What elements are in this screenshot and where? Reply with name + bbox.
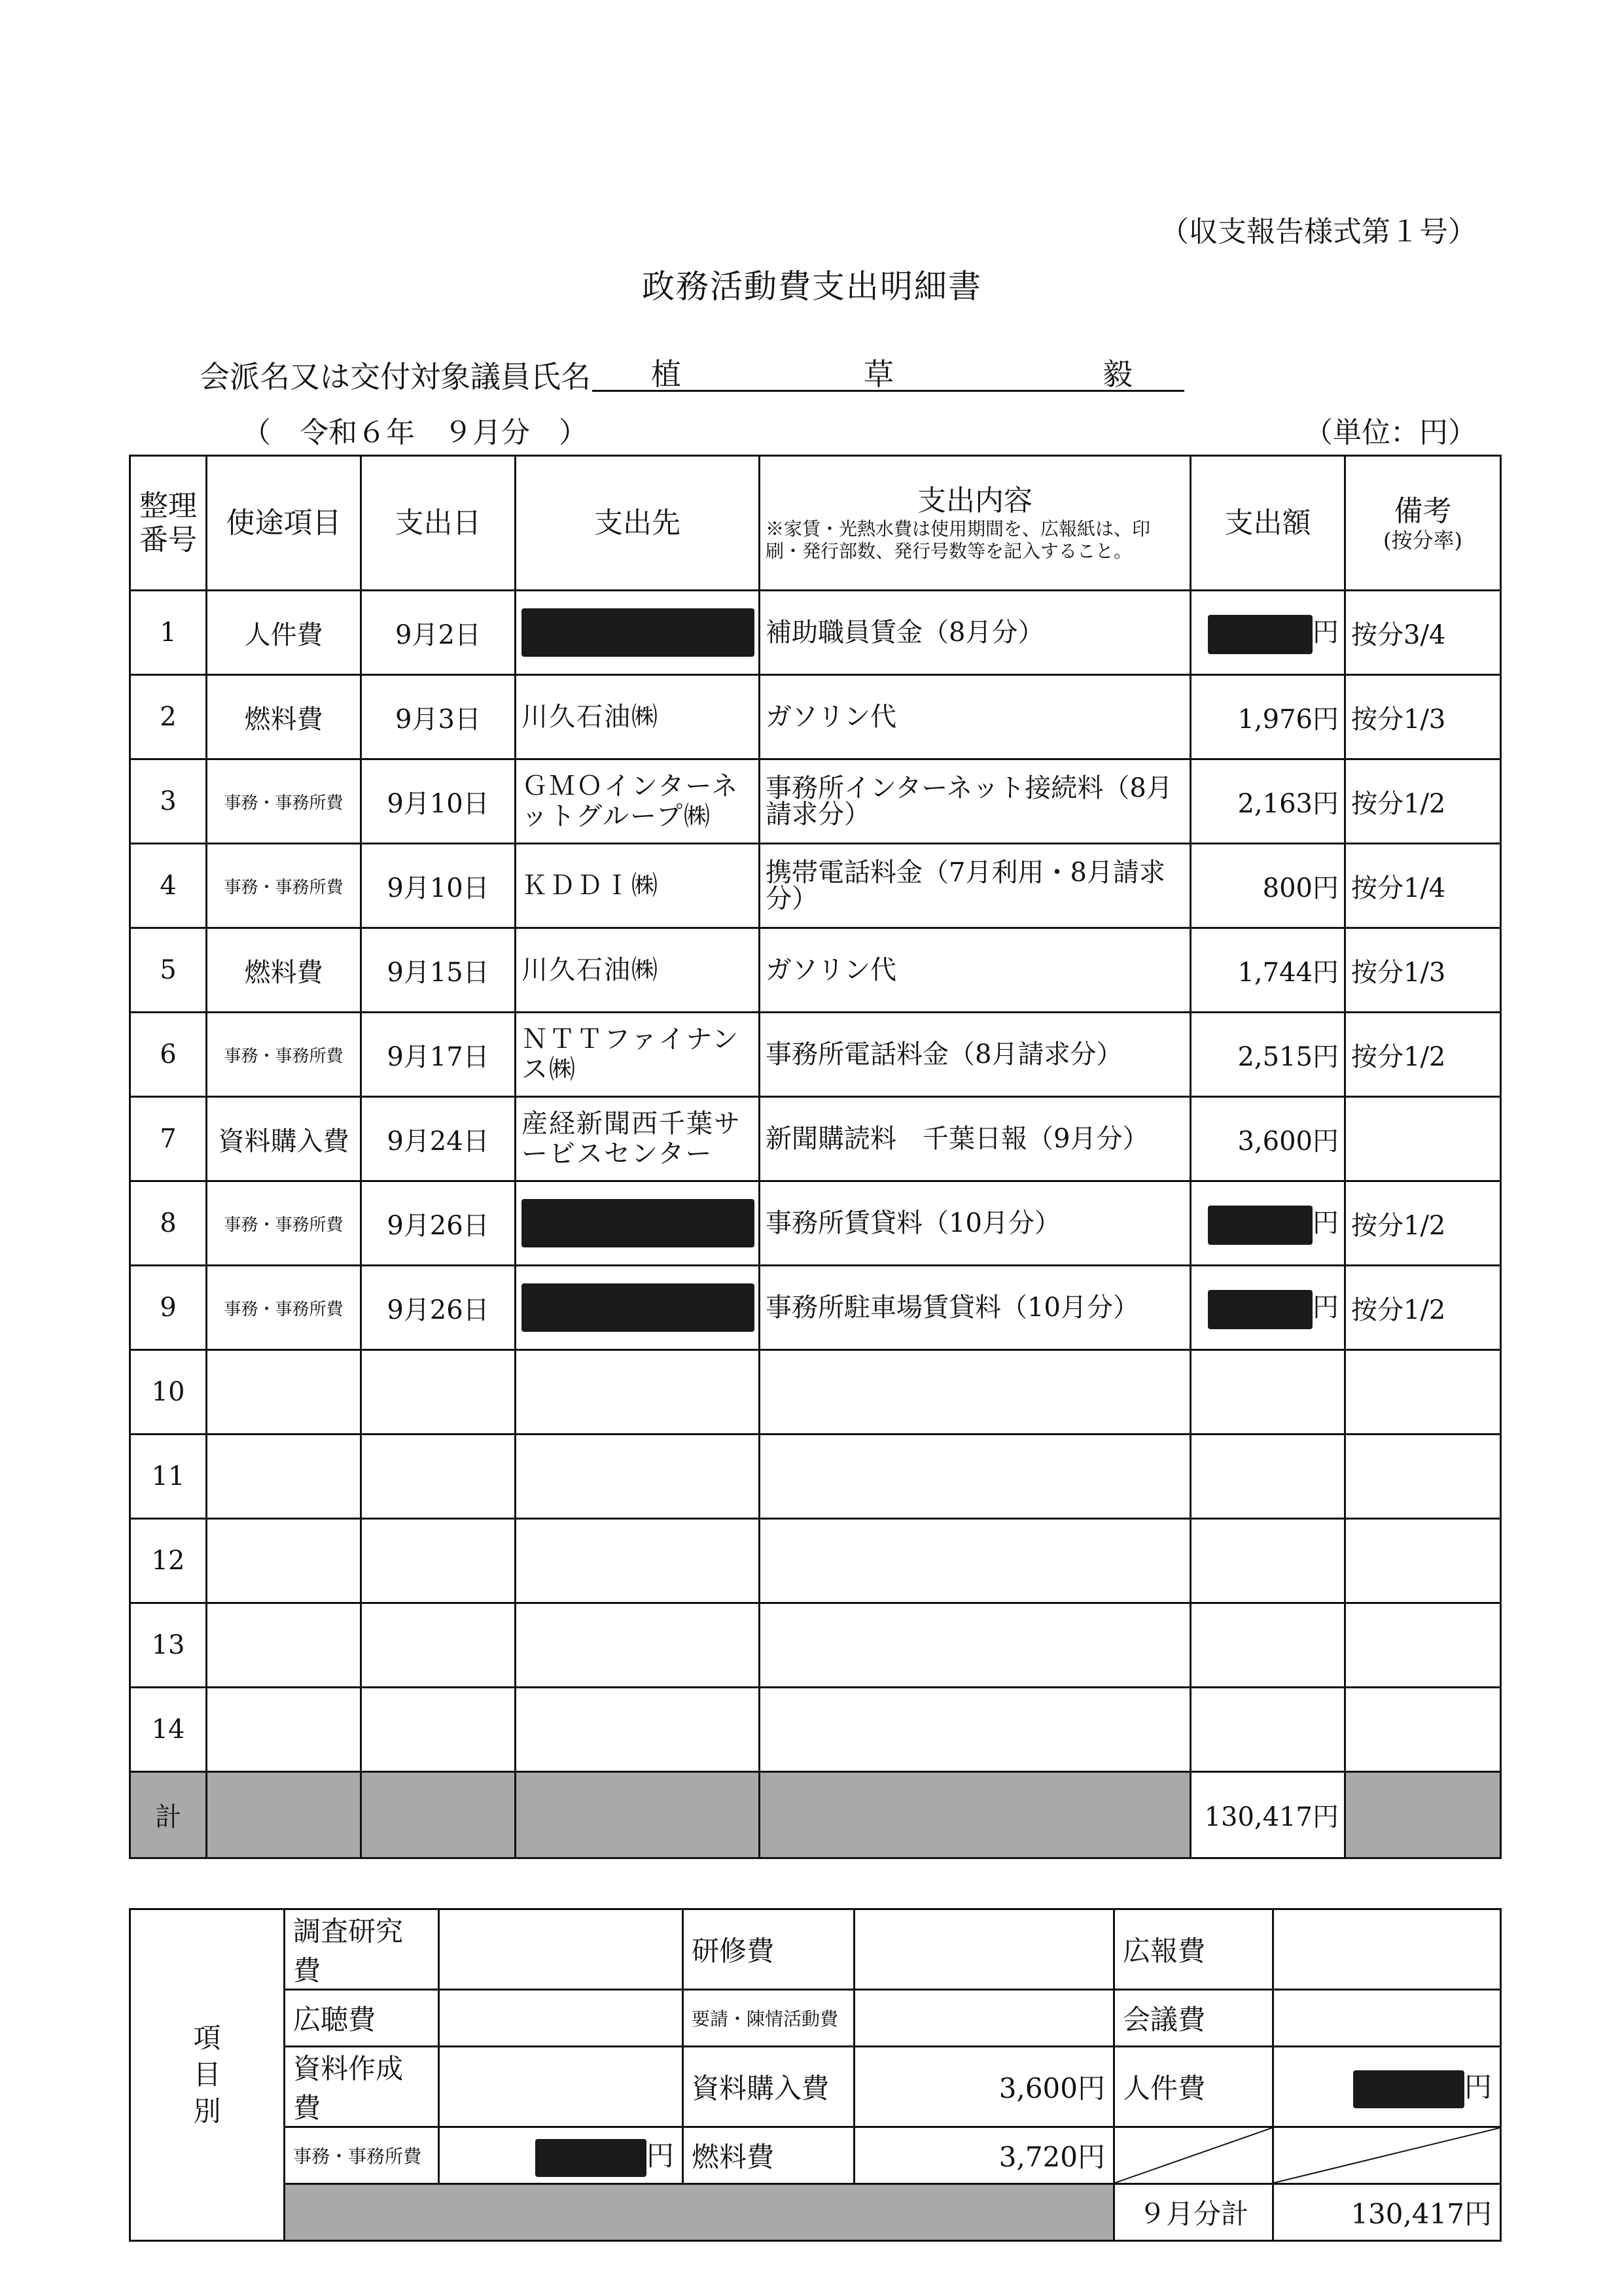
row-category: 資料購入費 bbox=[207, 1097, 361, 1181]
summary-docbuy-label: 資料購入費 bbox=[683, 2047, 855, 2127]
row-payee: 川久石油㈱ bbox=[516, 928, 760, 1013]
member-name-field bbox=[592, 351, 1184, 392]
row-date bbox=[361, 1688, 516, 1772]
row-amount bbox=[1191, 1688, 1345, 1772]
side-label-char: 目 bbox=[193, 2059, 221, 2091]
table-row bbox=[130, 1688, 1501, 1772]
summary-hearing-label: 広聴費 bbox=[285, 1990, 439, 2047]
table-row bbox=[130, 675, 1501, 759]
header-amount: 支出額 bbox=[1191, 456, 1345, 591]
row-category: 事務・事務所費 bbox=[207, 844, 361, 928]
row-category: 人件費 bbox=[207, 591, 361, 675]
row-amount bbox=[1191, 1435, 1345, 1519]
report-period: （ 令和６年 ９月分 ） bbox=[242, 416, 588, 449]
row-amount bbox=[1191, 1013, 1345, 1097]
row-number: 11 bbox=[130, 1435, 207, 1519]
summary-office-value bbox=[439, 2127, 683, 2184]
row-number: 10 bbox=[130, 1350, 207, 1435]
row-number: 8 bbox=[130, 1181, 207, 1266]
total-row bbox=[130, 1772, 1501, 1858]
yen-suffix: 円 bbox=[1464, 2070, 1492, 2103]
header-no bbox=[130, 456, 207, 591]
row-date: 9月26日 bbox=[361, 1181, 516, 1266]
diagonal-line bbox=[1115, 2128, 1272, 2183]
table-row bbox=[130, 844, 1501, 928]
summary-gray-band bbox=[285, 2184, 1114, 2241]
row-category bbox=[207, 1519, 361, 1603]
row-description: 事務所賃貸料（10月分） bbox=[760, 1181, 1191, 1266]
redaction-block bbox=[535, 2139, 646, 2177]
diagonal-line bbox=[1274, 2128, 1500, 2183]
yen-suffix: 円 bbox=[1313, 1208, 1339, 1238]
summary-month-total-label: ９月分計 bbox=[1114, 2184, 1273, 2241]
summary-research-value bbox=[439, 1909, 683, 1990]
row-category bbox=[207, 1350, 361, 1435]
row-number: 9 bbox=[130, 1266, 207, 1350]
summary-meeting-label: 会議費 bbox=[1114, 1990, 1273, 2047]
row-description: ガソリン代 bbox=[760, 928, 1191, 1013]
yen-suffix: 円 bbox=[646, 2139, 674, 2172]
table-header-row bbox=[130, 456, 1501, 591]
row-remarks: 按分1/2 bbox=[1345, 1266, 1501, 1350]
redaction-block bbox=[1208, 615, 1313, 654]
side-label-char: 項 bbox=[193, 2022, 221, 2054]
summary-training-value bbox=[855, 1909, 1114, 1990]
row-description: 事務所インターネット接続料（8月請求分） bbox=[760, 759, 1191, 844]
row-amount bbox=[1191, 1097, 1345, 1181]
summary-research-label: 調査研究費 bbox=[285, 1909, 439, 1990]
row-remarks bbox=[1345, 1688, 1501, 1772]
row-date: 9月24日 bbox=[361, 1097, 516, 1181]
member-name-part: 毅 bbox=[1103, 357, 1133, 392]
yen-suffix: 円 bbox=[1313, 957, 1339, 988]
member-label: 会派名又は交付対象議員氏名 bbox=[200, 359, 591, 394]
row-description: 事務所駐車場賃貸料（10月分） bbox=[760, 1266, 1191, 1350]
row-payee: ＫＤＤＩ㈱ bbox=[516, 844, 760, 928]
row-description: 新聞購読料 千葉日報（9月分） bbox=[760, 1097, 1191, 1181]
total-blank bbox=[361, 1772, 516, 1858]
header-no-line: 番号 bbox=[139, 523, 197, 557]
amount-value: 1,976 bbox=[1237, 704, 1313, 735]
redaction-block bbox=[521, 1199, 754, 1247]
member-name-part: 植 bbox=[651, 357, 681, 392]
row-payee bbox=[516, 1435, 760, 1519]
row-amount bbox=[1191, 844, 1345, 928]
summary-fuel-value: 3,720円 bbox=[855, 2127, 1114, 2184]
redaction-block bbox=[1208, 1290, 1313, 1329]
row-number: 4 bbox=[130, 844, 207, 928]
row-payee bbox=[516, 1603, 760, 1688]
row-payee bbox=[516, 591, 760, 675]
row-payee bbox=[516, 1688, 760, 1772]
summary-training-label: 研修費 bbox=[683, 1909, 855, 1990]
summary-month-total-value: 130,417円 bbox=[1273, 2184, 1501, 2241]
row-date: 9月17日 bbox=[361, 1013, 516, 1097]
header-remarks bbox=[1345, 456, 1501, 591]
row-amount bbox=[1191, 1519, 1345, 1603]
header-remarks-title: 備考 bbox=[1394, 494, 1452, 528]
row-date: 9月10日 bbox=[361, 759, 516, 844]
summary-side-label bbox=[130, 1909, 285, 2241]
summary-docprep-label: 資料作成費 bbox=[285, 2047, 439, 2127]
row-amount bbox=[1191, 1603, 1345, 1688]
row-number: 1 bbox=[130, 591, 207, 675]
row-remarks: 按分1/2 bbox=[1345, 759, 1501, 844]
redaction-block bbox=[521, 608, 754, 657]
row-payee: 川久石油㈱ bbox=[516, 675, 760, 759]
total-blank bbox=[516, 1772, 760, 1858]
row-description: 事務所電話料金（8月請求分） bbox=[760, 1013, 1191, 1097]
total-label: 計 bbox=[130, 1772, 207, 1858]
row-category: 事務・事務所費 bbox=[207, 1266, 361, 1350]
row-remarks bbox=[1345, 1603, 1501, 1688]
yen-suffix: 円 bbox=[1313, 873, 1339, 903]
row-date: 9月15日 bbox=[361, 928, 516, 1013]
row-description bbox=[760, 1688, 1191, 1772]
row-description bbox=[760, 1519, 1191, 1603]
row-description bbox=[760, 1435, 1191, 1519]
row-amount bbox=[1191, 1266, 1345, 1350]
table-row bbox=[130, 1350, 1501, 1435]
header-remarks-sub: (按分率) bbox=[1383, 527, 1462, 553]
summary-personnel-value bbox=[1273, 2047, 1501, 2127]
total-blank bbox=[1345, 1772, 1501, 1858]
table-row bbox=[130, 759, 1501, 844]
row-amount bbox=[1191, 1350, 1345, 1435]
row-category: 事務・事務所費 bbox=[207, 759, 361, 844]
summary-docprep-value bbox=[439, 2047, 683, 2127]
yen-suffix: 円 bbox=[1313, 1041, 1339, 1072]
row-payee bbox=[516, 1266, 760, 1350]
summary-office-label: 事務・事務所費 bbox=[285, 2127, 439, 2184]
header-date: 支出日 bbox=[361, 456, 516, 591]
summary-diagonal-cell bbox=[1114, 2127, 1273, 2184]
row-number: 3 bbox=[130, 759, 207, 844]
table-row bbox=[130, 1181, 1501, 1266]
header-desc-note: ※家賃・光熱水費は使用期間を、広報紙は、印刷・発行部数、発行号数等を記入すること。 bbox=[766, 517, 1151, 562]
side-label-char: 別 bbox=[193, 2095, 221, 2127]
row-remarks: 按分1/2 bbox=[1345, 1181, 1501, 1266]
row-category: 事務・事務所費 bbox=[207, 1181, 361, 1266]
redaction-block bbox=[521, 1283, 754, 1332]
table-row bbox=[130, 1603, 1501, 1688]
row-remarks: 按分1/3 bbox=[1345, 675, 1501, 759]
summary-meeting-value bbox=[1273, 1990, 1501, 2047]
row-description bbox=[760, 1350, 1191, 1435]
header-item: 使途項目 bbox=[207, 456, 361, 591]
row-date: 9月3日 bbox=[361, 675, 516, 759]
total-blank bbox=[207, 1772, 361, 1858]
row-description: 携帯電話料金（7月利用・8月請求分） bbox=[760, 844, 1191, 928]
amount-value: 3,600 bbox=[1237, 1126, 1313, 1157]
yen-suffix: 円 bbox=[1313, 704, 1339, 735]
row-remarks bbox=[1345, 1519, 1501, 1603]
table-row bbox=[130, 1435, 1501, 1519]
summary-personnel-label: 人件費 bbox=[1114, 2047, 1273, 2127]
amount-value: 1,744 bbox=[1237, 957, 1313, 988]
row-number: 7 bbox=[130, 1097, 207, 1181]
row-payee: ＮＴＴファイナンス㈱ bbox=[516, 1013, 760, 1097]
row-remarks: 按分1/3 bbox=[1345, 928, 1501, 1013]
row-number: 14 bbox=[130, 1688, 207, 1772]
row-number: 12 bbox=[130, 1519, 207, 1603]
row-payee bbox=[516, 1519, 760, 1603]
header-dest: 支出先 bbox=[516, 456, 760, 591]
row-amount bbox=[1191, 759, 1345, 844]
form-number: （収支報告様式第１号） bbox=[1160, 215, 1477, 249]
member-name-part: 草 bbox=[864, 357, 894, 392]
row-remarks: 按分3/4 bbox=[1345, 591, 1501, 675]
row-date bbox=[361, 1435, 516, 1519]
yen-suffix: 円 bbox=[1313, 1126, 1339, 1157]
summary-docbuy-value: 3,600円 bbox=[855, 2047, 1114, 2127]
summary-petition-label: 要請・陳情活動費 bbox=[683, 1990, 855, 2047]
row-date bbox=[361, 1603, 516, 1688]
row-amount bbox=[1191, 928, 1345, 1013]
summary-diagonal-cell bbox=[1273, 2127, 1501, 2184]
amount-value: 800 bbox=[1262, 873, 1313, 903]
header-no-line: 整理 bbox=[139, 489, 197, 523]
expense-table bbox=[129, 455, 1502, 1859]
row-amount bbox=[1191, 591, 1345, 675]
summary-hearing-value bbox=[439, 1990, 683, 2047]
document-title: 政務活動費支出明細書 bbox=[642, 268, 982, 305]
table-row bbox=[130, 1097, 1501, 1181]
yen-suffix: 円 bbox=[1313, 788, 1339, 819]
summary-pr-label: 広報費 bbox=[1114, 1909, 1273, 1990]
row-number: 5 bbox=[130, 928, 207, 1013]
row-amount bbox=[1191, 1181, 1345, 1266]
row-remarks: 按分1/2 bbox=[1345, 1013, 1501, 1097]
row-description: 補助職員賃金（8月分） bbox=[760, 591, 1191, 675]
row-category: 燃料費 bbox=[207, 928, 361, 1013]
header-desc-title: 支出内容 bbox=[917, 483, 1033, 517]
yen-suffix: 円 bbox=[1313, 1292, 1339, 1323]
amount-value: 2,515 bbox=[1237, 1041, 1313, 1072]
table-row bbox=[130, 591, 1501, 675]
redaction-block bbox=[1208, 1206, 1313, 1245]
summary-fuel-label: 燃料費 bbox=[683, 2127, 855, 2184]
total-amount: 130,417円 bbox=[1191, 1772, 1345, 1858]
row-remarks bbox=[1345, 1350, 1501, 1435]
row-remarks bbox=[1345, 1097, 1501, 1181]
row-date: 9月2日 bbox=[361, 591, 516, 675]
row-payee bbox=[516, 1350, 760, 1435]
row-date: 9月26日 bbox=[361, 1266, 516, 1350]
row-number: 2 bbox=[130, 675, 207, 759]
table-row bbox=[130, 928, 1501, 1013]
row-description: ガソリン代 bbox=[760, 675, 1191, 759]
summary-table bbox=[129, 1908, 1502, 2242]
header-desc bbox=[760, 456, 1191, 591]
row-date bbox=[361, 1519, 516, 1603]
row-category bbox=[207, 1435, 361, 1519]
unit-label: （単位：円） bbox=[1304, 416, 1477, 449]
row-category: 事務・事務所費 bbox=[207, 1013, 361, 1097]
summary-petition-value bbox=[855, 1990, 1114, 2047]
row-remarks bbox=[1345, 1435, 1501, 1519]
row-number: 13 bbox=[130, 1603, 207, 1688]
yen-suffix: 円 bbox=[1313, 617, 1339, 648]
table-row bbox=[130, 1519, 1501, 1603]
amount-value: 2,163 bbox=[1237, 788, 1313, 819]
row-amount bbox=[1191, 675, 1345, 759]
row-date bbox=[361, 1350, 516, 1435]
redaction-block bbox=[1353, 2070, 1464, 2108]
total-blank bbox=[760, 1772, 1191, 1858]
row-category bbox=[207, 1603, 361, 1688]
row-remarks: 按分1/4 bbox=[1345, 844, 1501, 928]
row-number: 6 bbox=[130, 1013, 207, 1097]
row-category: 燃料費 bbox=[207, 675, 361, 759]
row-category bbox=[207, 1688, 361, 1772]
table-row bbox=[130, 1013, 1501, 1097]
row-date: 9月10日 bbox=[361, 844, 516, 928]
row-payee: ＧＭＯインターネットグループ㈱ bbox=[516, 759, 760, 844]
row-payee bbox=[516, 1181, 760, 1266]
table-row bbox=[130, 1266, 1501, 1350]
summary-pr-value bbox=[1273, 1909, 1501, 1990]
row-payee: 産経新聞西千葉サービスセンター bbox=[516, 1097, 760, 1181]
row-description bbox=[760, 1603, 1191, 1688]
